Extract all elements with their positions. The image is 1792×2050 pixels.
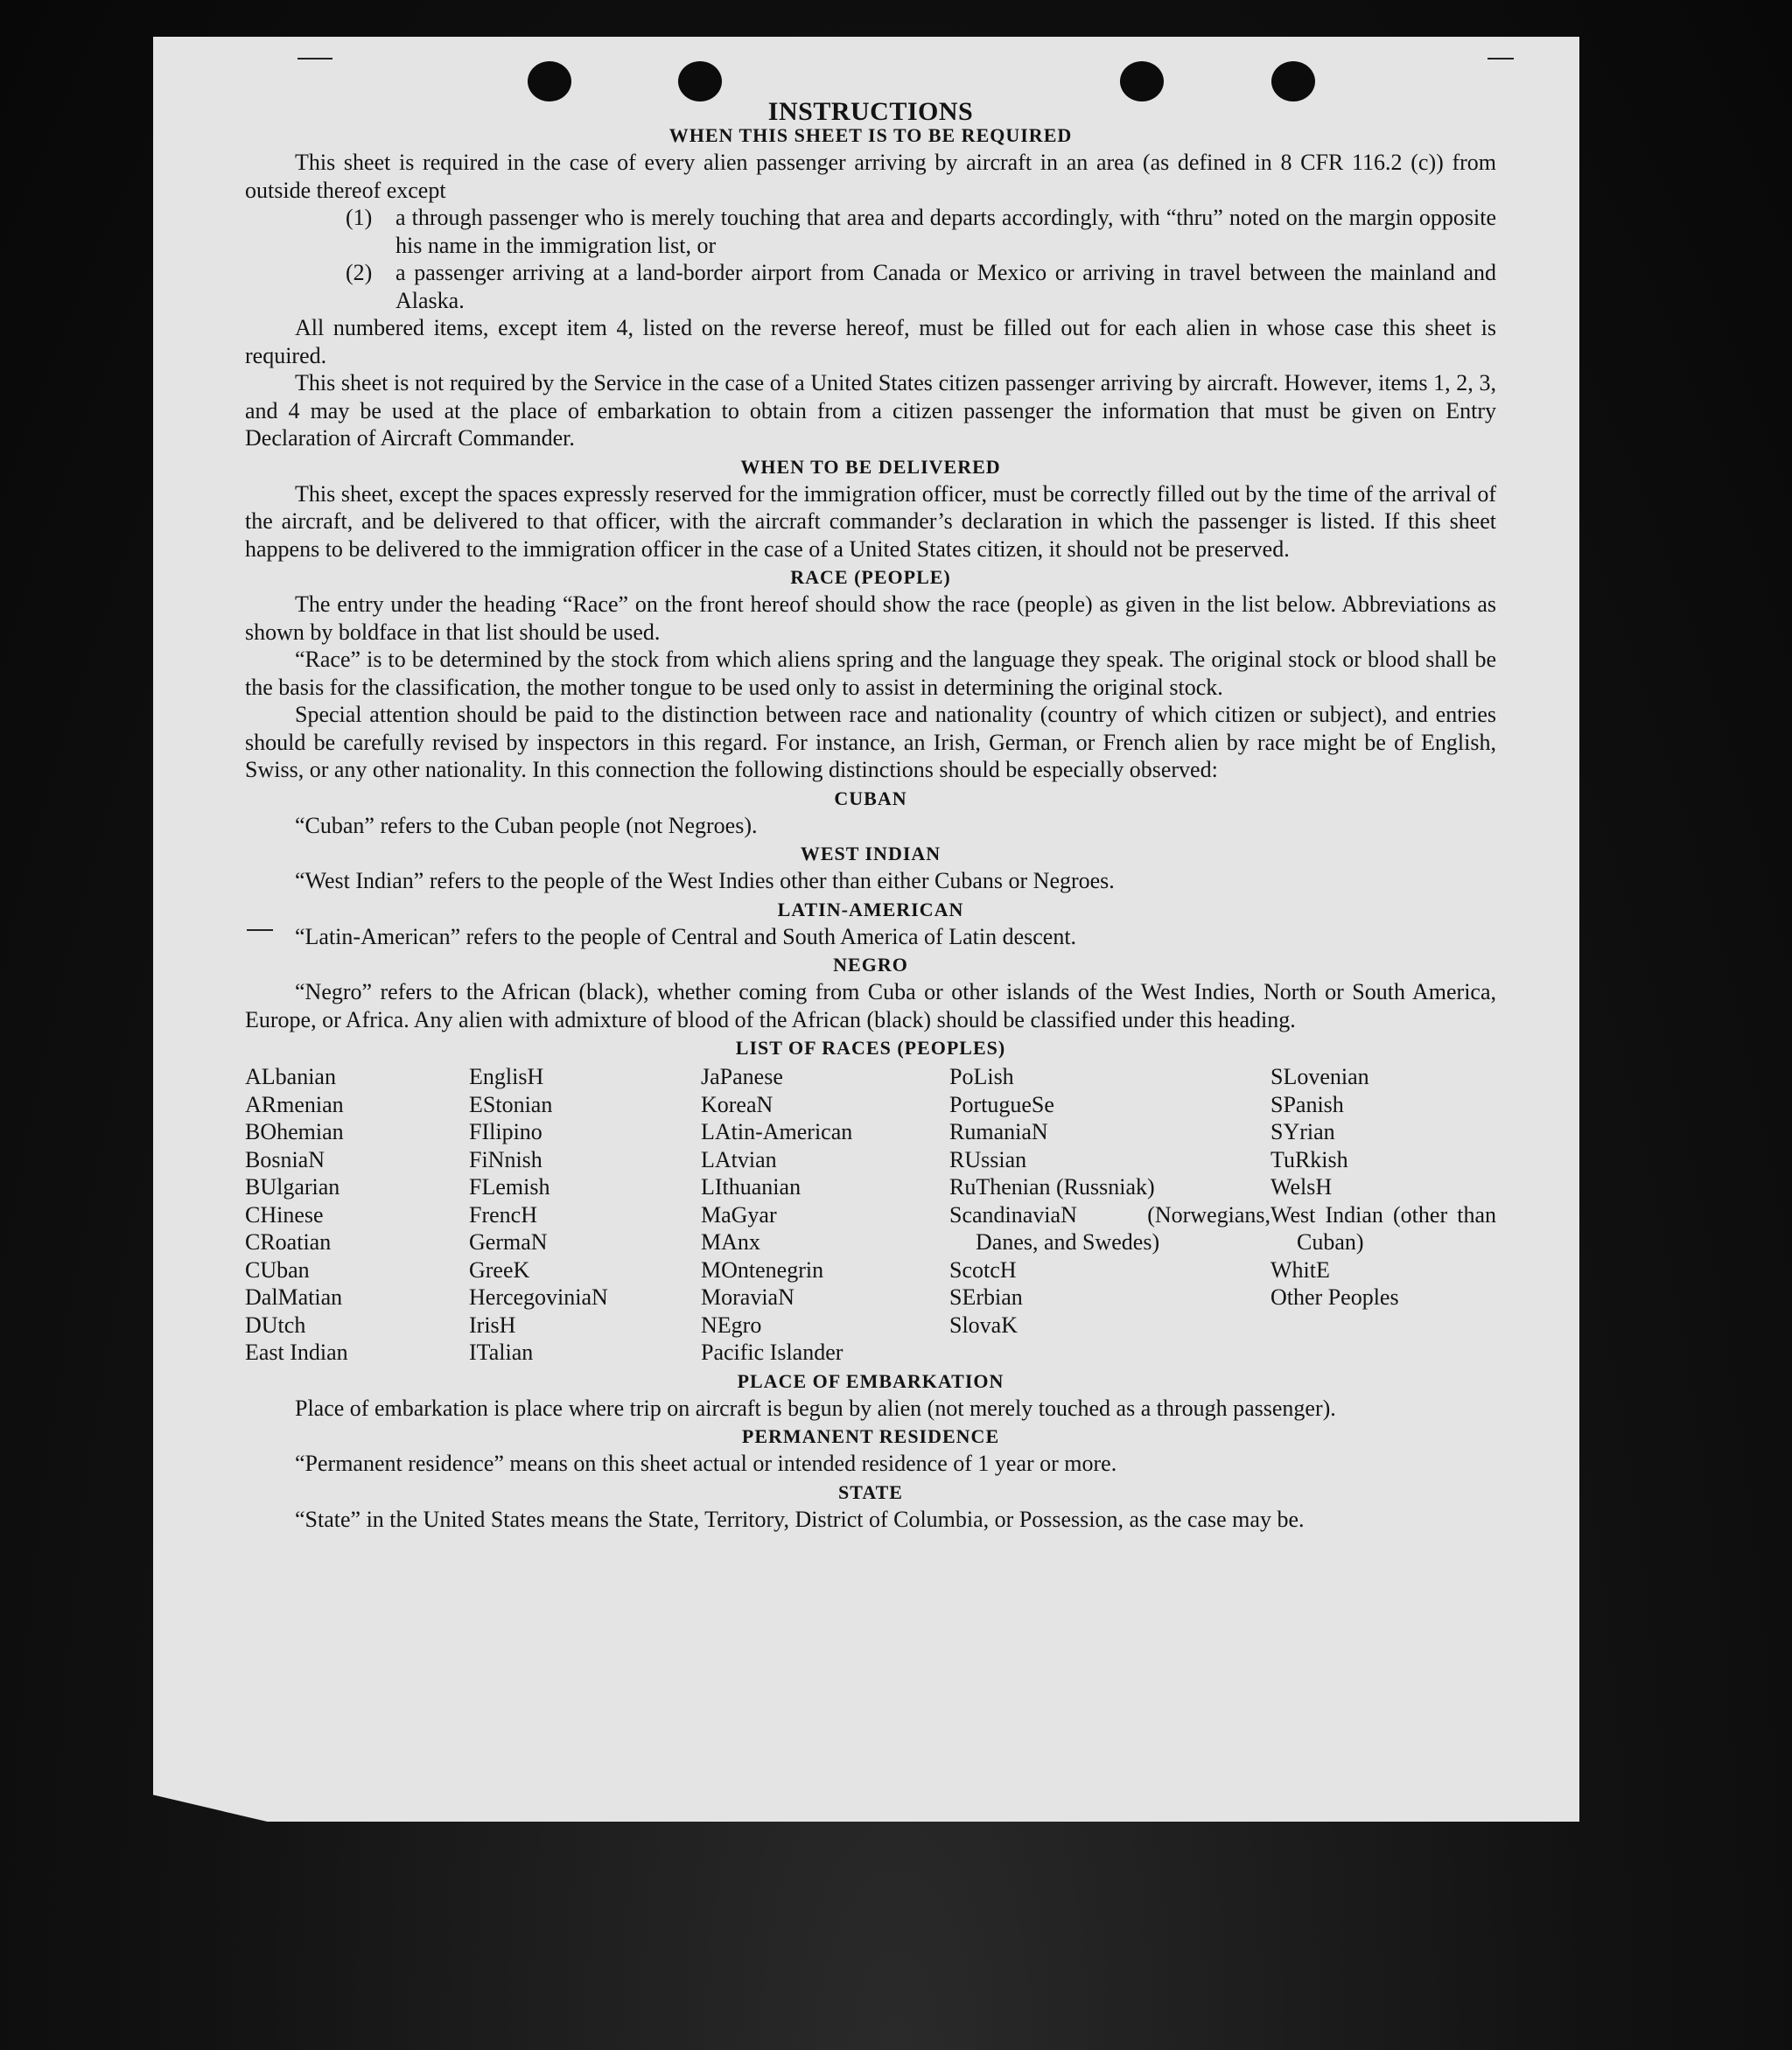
race-entry: SYrian [1270, 1119, 1335, 1144]
race-entry: FrencH [469, 1201, 537, 1228]
race-entry: BUlgarian [245, 1174, 340, 1200]
instructions-text [245, 96, 1496, 1533]
race-column [469, 1063, 701, 1367]
race-entry: CHinese [245, 1201, 324, 1228]
paragraph: The entry under the heading “Race” on the front hereof should show the race (people) as given in the list below. Abbreviations as shown by boldface in that list should be used. [245, 591, 1496, 645]
paragraph: “Latin-American” refers to the people of Central and South America of Latin descent. [295, 923, 1077, 949]
section-heading: WHEN TO BE DELIVERED [740, 455, 1001, 478]
paragraph: All numbered items, except item 4, listed on the reverse hereof, must be filled out for each alien in whose case this sheet is required. [245, 315, 1496, 368]
race-entry: East Indian [245, 1340, 348, 1365]
paragraph: “Cuban” refers to the Cuban people (not Negroes). [295, 812, 758, 838]
race-entry: GreeK [469, 1256, 530, 1283]
race-entry: DalMatian [245, 1284, 343, 1310]
race-entry: ALbanian [245, 1064, 336, 1089]
race-entry: MAnx [701, 1229, 760, 1255]
paragraph: “Permanent residence” means on this sheet actual or intended residence of 1 year or more. [295, 1451, 1117, 1476]
race-entry: FIlipino [469, 1119, 542, 1144]
race-entry: IrisH [469, 1312, 516, 1338]
race-entry: ITalian [469, 1340, 534, 1365]
paragraph: This sheet is required in the case of every alien passenger arriving by aircraft in an area (as defined in 8 CFR 116.2 (c)) from outside thereof except [245, 150, 1496, 203]
item-text: a passenger arriving at a land-border airport from Canada or Mexico or arriving in travel between the mainland and Alaska. [396, 260, 1496, 313]
race-entry: MOntenegrin [701, 1256, 824, 1283]
race-column [1270, 1063, 1496, 1367]
section-heading: CUBAN [834, 787, 907, 809]
race-entry: ScotcH [949, 1256, 1017, 1283]
race-entry: EnglisH [469, 1064, 544, 1089]
race-entry: LAtin-American [701, 1119, 853, 1144]
race-entry: SErbian [949, 1284, 1023, 1310]
race-entry: FiNnish [469, 1146, 542, 1172]
race-entry: JaPanese [701, 1064, 783, 1089]
race-entry: NEgro [701, 1312, 762, 1338]
race-column [245, 1063, 469, 1367]
race-list [245, 1063, 1496, 1367]
item-number: (2) [346, 260, 373, 285]
race-entry: FLemish [469, 1174, 550, 1200]
paragraph: This sheet is not required by the Service in the case of a United States citizen passenger arriving by aircraft. However, items 1, 2, 3, and 4 may be used at the place of embarkation to obtain from a citizen passenger the information that must be given on Entry Declaration of Aircraft Commander. [245, 370, 1496, 451]
race-entry: TuRkish [1270, 1146, 1348, 1172]
race-entry: SlovaK [949, 1312, 1018, 1338]
race-entry: BOhemian [245, 1119, 344, 1144]
paragraph: “West Indian” refers to the people of the West Indies other than either Cubans or Negroes. [295, 868, 1115, 893]
race-column [701, 1063, 949, 1367]
race-entry: CRoatian [245, 1229, 332, 1255]
paragraph: “Negro” refers to the African (black), whether coming from Cuba or other islands of the West Indies, North or South America, Europe, or Africa. Any alien with admixture of blood of the African (black) should be classified under this heading. [245, 979, 1496, 1032]
section-heading: PERMANENT RESIDENCE [741, 1425, 1000, 1447]
paragraph: This sheet, except the spaces expressly reserved for the immigration officer, must be correctly filled out by the time of the arrival of the aircraft, and be delivered to that officer, with the aircraft commander’s declaration in which the passenger is listed. If this sheet happens to be delivered to the immigration officer in the case of a United States citizen, it should not be preserved. [245, 480, 1496, 562]
race-entry: HercegoviniaN [469, 1284, 608, 1310]
paragraph: Place of embarkation is place where trip on aircraft is begun by alien (not merely touched as a through passenger). [295, 1395, 1336, 1421]
section-heading: LATIN-AMERICAN [777, 898, 964, 920]
race-entry: WelsH [1270, 1174, 1333, 1200]
scan-speck [298, 58, 332, 59]
race-entry: CUban [245, 1256, 310, 1283]
paragraph: “Race” is to be determined by the stock from which aliens spring and the language they speak. The original stock or blood shall be the basis for the classification, the mother tongue to be used only to assist in determining the original stock. [245, 647, 1496, 700]
race-entry: ARmenian [245, 1091, 344, 1117]
race-entry: MaGyar [701, 1201, 777, 1228]
race-entry: Pacific Islander [701, 1340, 844, 1365]
list-item [346, 259, 1496, 314]
race-entry: SPanish [1270, 1091, 1344, 1117]
race-entry: PortugueSe [949, 1091, 1054, 1117]
section-heading: STATE [838, 1480, 903, 1503]
race-entry: LIthuanian [701, 1174, 802, 1200]
section-heading: WHEN THIS SHEET IS TO BE REQUIRED [668, 124, 1073, 146]
section-heading: NEGRO [833, 954, 908, 976]
race-entry: ScandinaviaN (Norwegians, Danes, and Swedes) [949, 1201, 1270, 1255]
race-entry: RUssian [949, 1146, 1027, 1172]
paragraph: Special attention should be paid to the distinction between race and nationality (country of which citizen or subject), and entries should be carefully revised by inspectors in this regard. For instance, an Irish, German, or French alien by race might be of English, Swiss, or any other nationality. In this connection the following distinctions should be especially observed: [245, 702, 1496, 782]
race-entry: West Indian (other than Cuban) [1270, 1201, 1496, 1255]
race-entry: DUtch [245, 1312, 306, 1338]
race-entry: EStonian [469, 1091, 553, 1117]
race-entry: KoreaN [701, 1091, 774, 1117]
race-entry: MoraviaN [701, 1284, 794, 1310]
race-entry: BosniaN [245, 1146, 325, 1172]
race-column [949, 1063, 1270, 1367]
section-heading: LIST OF RACES (PEOPLES) [735, 1037, 1006, 1059]
race-entry: RuThenian (Russniak) [949, 1174, 1155, 1200]
paragraph: “State” in the United States means the State, Territory, District of Columbia, or Possession, as the case may be. [295, 1506, 1305, 1532]
list-item [346, 204, 1496, 259]
race-entry: RumaniaN [949, 1119, 1048, 1144]
race-entry: WhitE [1270, 1256, 1330, 1283]
page-title: INSTRUCTIONS [767, 97, 974, 126]
item-number: (1) [346, 205, 373, 230]
race-entry: LAtvian [701, 1146, 777, 1172]
section-heading: WEST INDIAN [800, 843, 942, 864]
race-entry: GermaN [469, 1229, 548, 1255]
section-heading: PLACE OF EMBARKATION [737, 1369, 1004, 1392]
race-entry: Other Peoples [1270, 1284, 1399, 1310]
section-heading: RACE (PEOPLE) [790, 566, 951, 588]
race-entry: PoLish [949, 1064, 1014, 1089]
scan-speck [1488, 58, 1514, 59]
item-text: a through passenger who is merely touching that area and departs accordingly, with “thru” noted on the margin opposite his name in the immigration list, or [396, 205, 1496, 258]
race-entry: SLovenian [1270, 1064, 1369, 1089]
